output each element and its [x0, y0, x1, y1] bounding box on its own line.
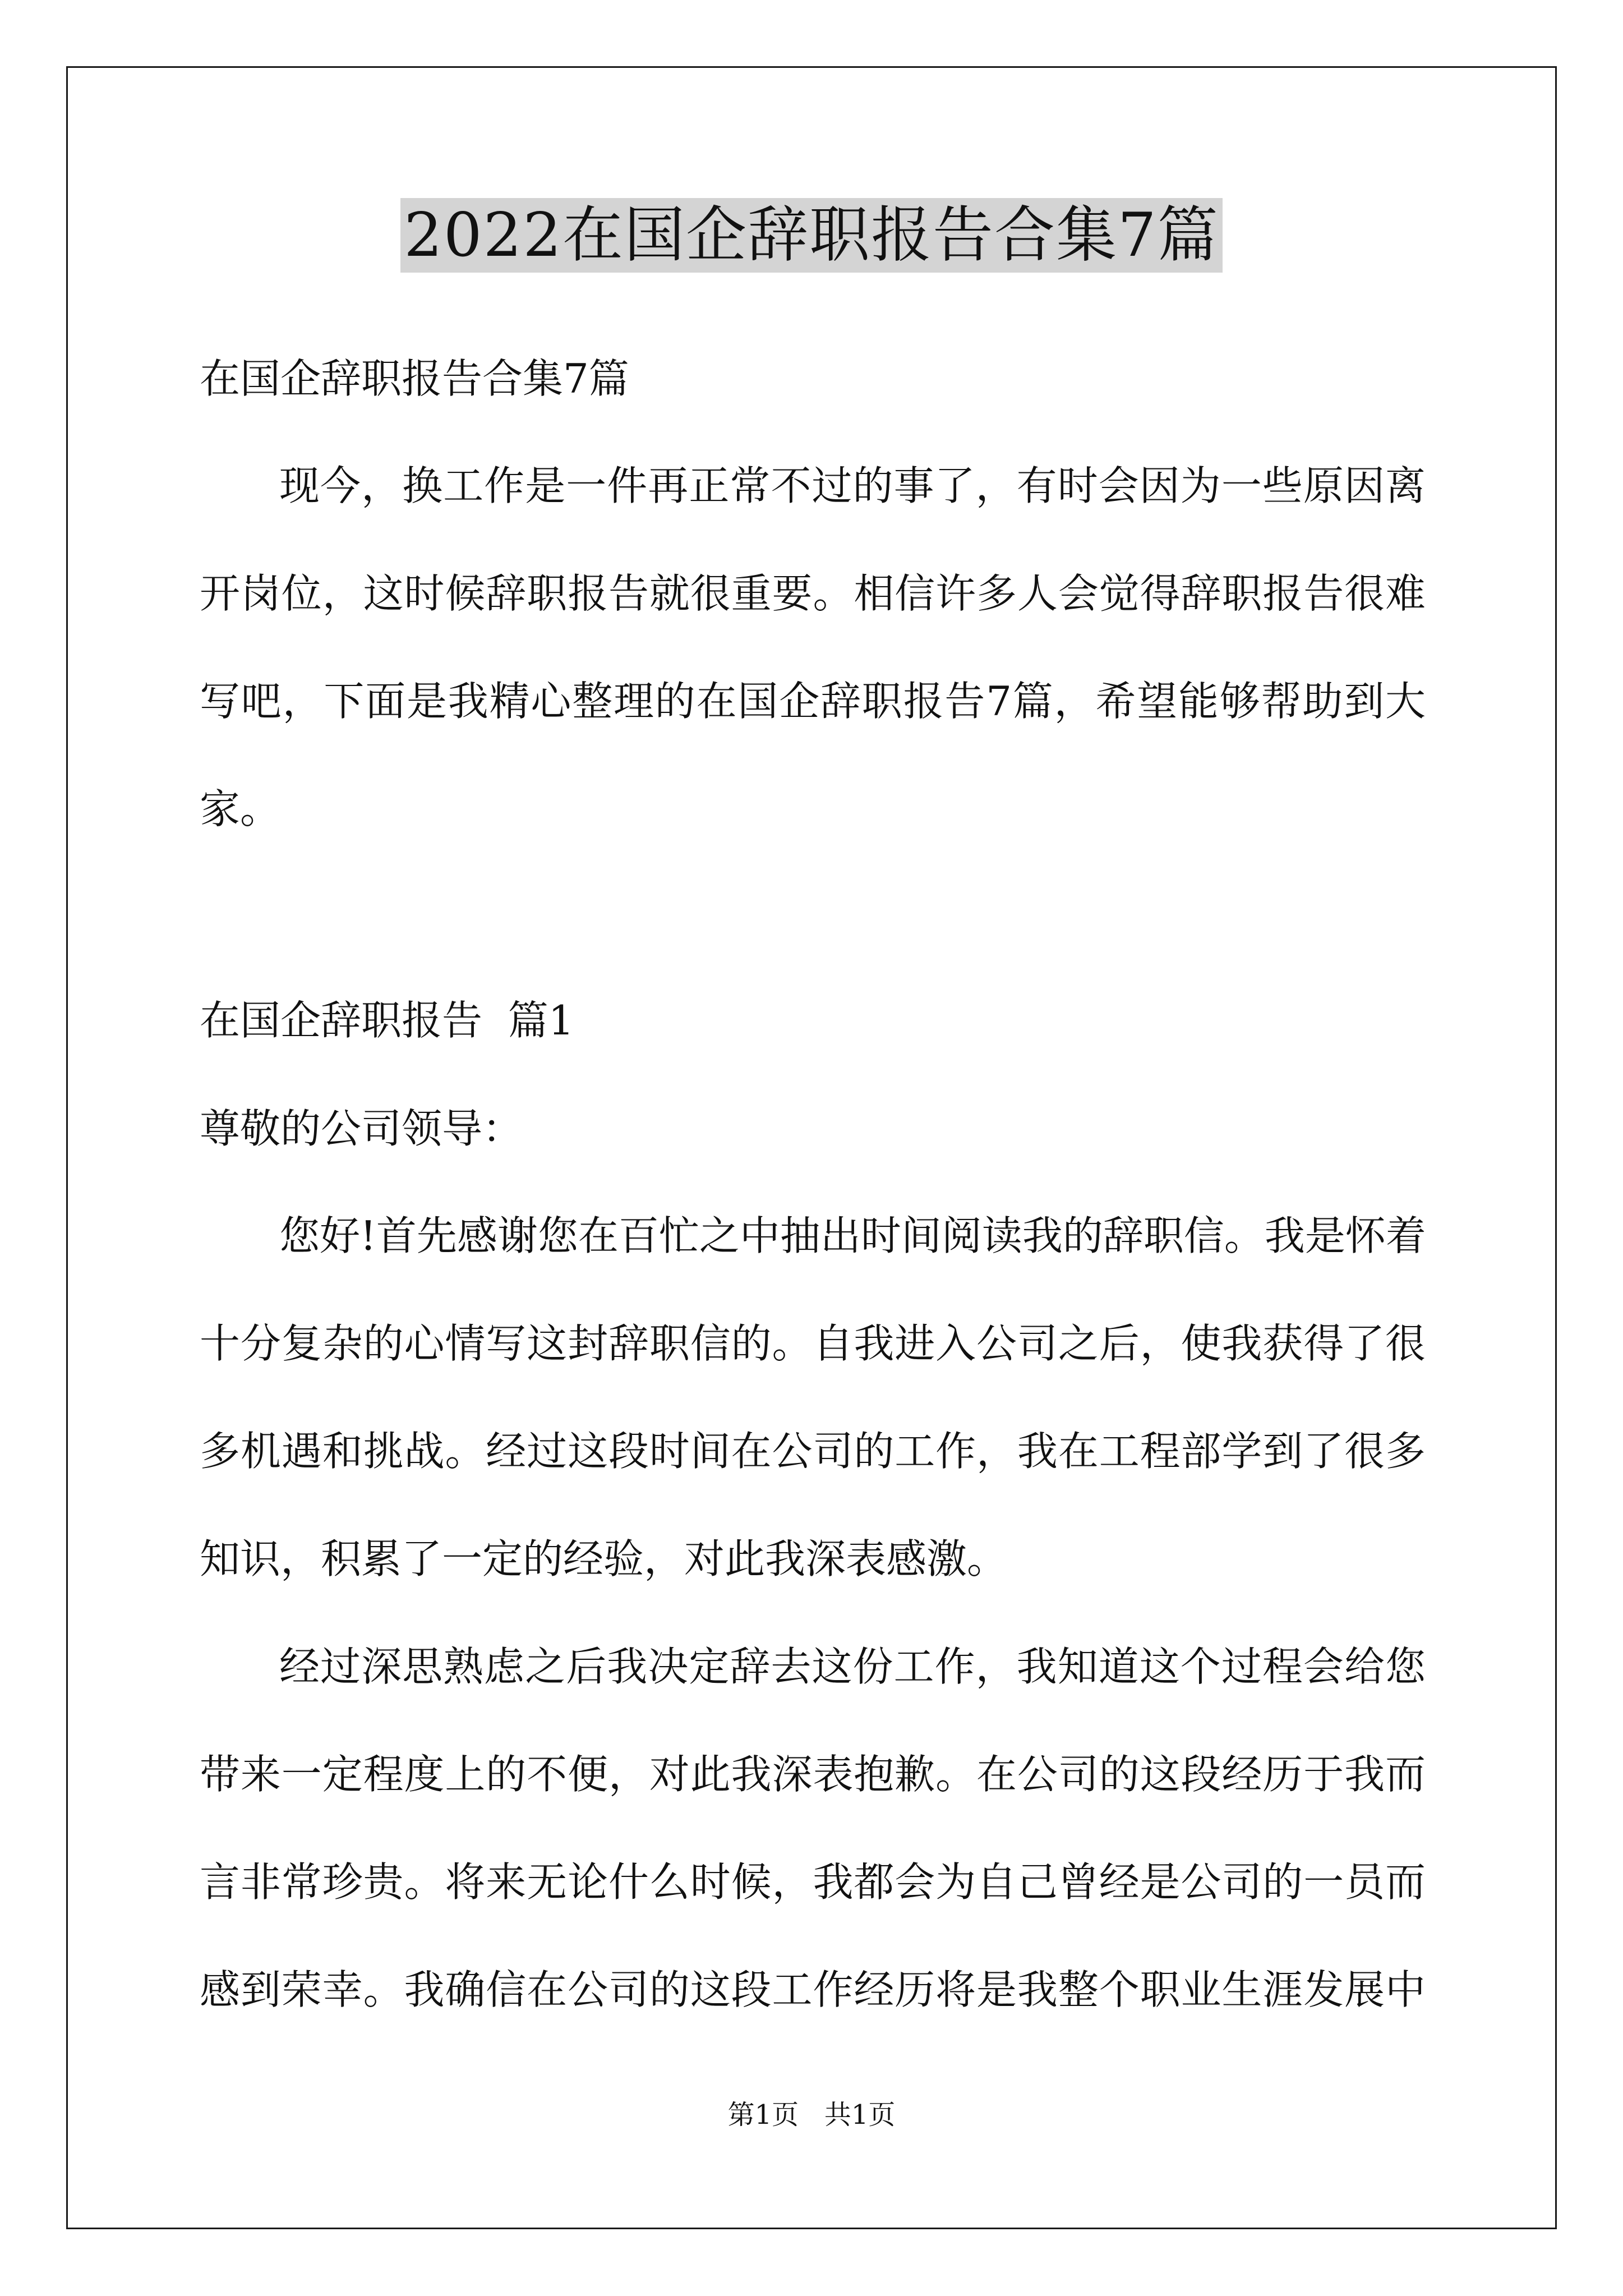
intro-line-4: 家。	[200, 785, 281, 832]
document-subtitle: 在国企辞职报告合集7篇	[200, 355, 629, 402]
section-heading: 在国企辞职报告 篇1	[200, 997, 574, 1044]
salutation: 尊敬的公司领导：	[200, 1105, 523, 1152]
para2-line-2: 带来一定程度上的不便，对此我深表抱歉。在公司的这段经历于我而	[200, 1751, 1426, 1798]
para2-line-3: 言非常珍贵。将来无论什么时候，我都会为自己曾经是公司的一员而	[200, 1858, 1426, 1906]
para2-line-1: 经过深思熟虑之后我决定辞去这份工作，我知道这个过程会给您	[279, 1643, 1426, 1690]
para1-line-1: 您好!首先感谢您在百忙之中抽出时间阅读我的辞职信。我是怀着	[279, 1212, 1426, 1259]
para1-line-3: 多机遇和挑战。经过这段时间在公司的工作，我在工程部学到了很多	[200, 1428, 1426, 1475]
document-title	[0, 194, 1623, 278]
page-footer: 第1页 共1页	[727, 2099, 896, 2131]
para2-line-4: 感到荣幸。我确信在公司的这段工作经历将是我整个职业生涯发展中	[200, 1966, 1426, 2013]
intro-line-2: 开岗位，这时候辞职报告就很重要。相信许多人会觉得辞职报告很难	[200, 570, 1426, 617]
intro-line-3: 写吧，下面是我精心整理的在国企辞职报告7篇，希望能够帮助到大	[200, 678, 1426, 725]
document-title-text: 2022在国企辞职报告合集7篇	[400, 198, 1223, 273]
para1-line-2: 十分复杂的心情写这封辞职信的。自我进入公司之后，使我获得了很	[200, 1320, 1426, 1367]
intro-line-1: 现今，换工作是一件再正常不过的事了，有时会因为一些原因离	[279, 462, 1426, 509]
para1-line-4: 知识，积累了一定的经验，对此我深表感激。	[200, 1535, 1008, 1582]
